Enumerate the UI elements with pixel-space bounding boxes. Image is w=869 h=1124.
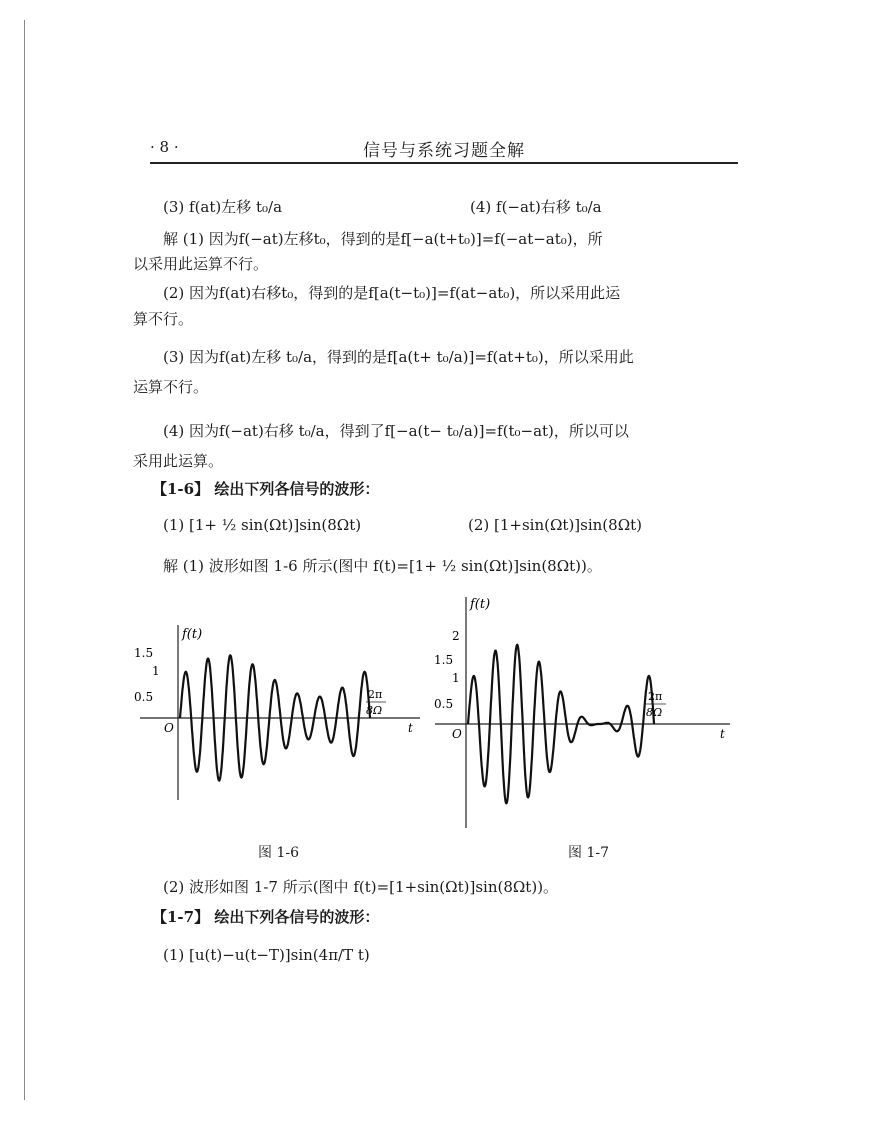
figure-1-7 [430, 592, 740, 832]
fig1-tick-1: 1 [152, 664, 160, 678]
fig2-period-numerator: 2π [648, 690, 663, 703]
fig2-origin: O [452, 727, 462, 741]
fig2-tick-0-5: 0.5 [434, 697, 454, 711]
item-4-condition: (4) f(−at)右移 t₀/a [470, 198, 602, 216]
problem-1-7-heading: 【1-7】 绘出下列各信号的波形： [152, 908, 380, 926]
figure-1-7-caption: 图 1-7 [568, 845, 609, 861]
page-header [150, 138, 738, 164]
figure-1-6-caption: 图 1-6 [258, 845, 299, 861]
solution-1-6-line-2: (2) 波形如图 1-7 所示(图中 f(t)=[1+sin(Ωt)]sin(8Ωt))。 [163, 878, 559, 896]
solution-line-4: 算不行。 [133, 310, 194, 328]
fig2-period-denominator: 8Ω [646, 706, 663, 719]
fig2-ylabel: f(t) [470, 597, 491, 612]
page-number: · 8 · [150, 138, 179, 156]
fig2-tick-1-5: 1.5 [434, 653, 454, 667]
fig1-tick-1-5: 1.5 [134, 646, 154, 660]
fig1-period-numerator: 2π [368, 688, 383, 701]
figure-1-6 [130, 620, 430, 810]
solution-line-1: 解 (1) 因为f(−at)左移t₀，得到的是f[−a(t+t₀)]=f(−at−at₀)，所 [163, 230, 603, 248]
fig2-tick-1: 1 [452, 671, 460, 685]
solution-line-7: (4) 因为f(−at)右移 t₀/a，得到了f[−a(t− t₀/a)]=f(t₀−at)，所以可以 [163, 422, 629, 440]
solution-line-3: (2) 因为f(at)右移t₀，得到的是f[a(t−t₀)]=f(at−at₀)，所以采用此运 [163, 284, 621, 302]
running-title: 信号与系统习题全解 [363, 141, 525, 161]
fig1-xlabel: t [408, 721, 413, 735]
solution-1-6-line-1: 解 (1) 波形如图 1-6 所示(图中 f(t)=[1+ ½ sin(Ωt)]sin(8Ωt))。 [163, 557, 602, 575]
solution-line-2: 以采用此运算不行。 [133, 255, 269, 273]
problem-1-7-item-1: (1) [u(t)−u(t−T)]sin(4π/T t) [163, 946, 370, 964]
solution-line-8: 采用此运算。 [133, 452, 224, 470]
fig1-tick-0-5: 0.5 [134, 690, 154, 704]
solution-line-5: (3) 因为f(at)左移 t₀/a，得到的是f[a(t+ t₀/a)]=f(at+t₀)，所以采用此 [163, 348, 634, 366]
fig1-period-denominator: 8Ω [366, 704, 383, 717]
binding-margin-line [24, 20, 25, 1100]
fig2-xlabel: t [720, 727, 725, 741]
problem-1-6-item-2: (2) [1+sin(Ωt)]sin(8Ωt) [468, 516, 643, 534]
fig1-origin: O [164, 721, 174, 735]
item-3-condition: (3) f(at)左移 t₀/a [163, 198, 283, 216]
fig2-tick-2: 2 [452, 629, 460, 643]
solution-line-6: 运算不行。 [133, 378, 209, 396]
fig1-ylabel: f(t) [182, 627, 203, 642]
problem-1-6-heading: 【1-6】 绘出下列各信号的波形： [152, 480, 380, 498]
problem-1-6-item-1: (1) [1+ ½ sin(Ωt)]sin(8Ωt) [163, 516, 362, 534]
